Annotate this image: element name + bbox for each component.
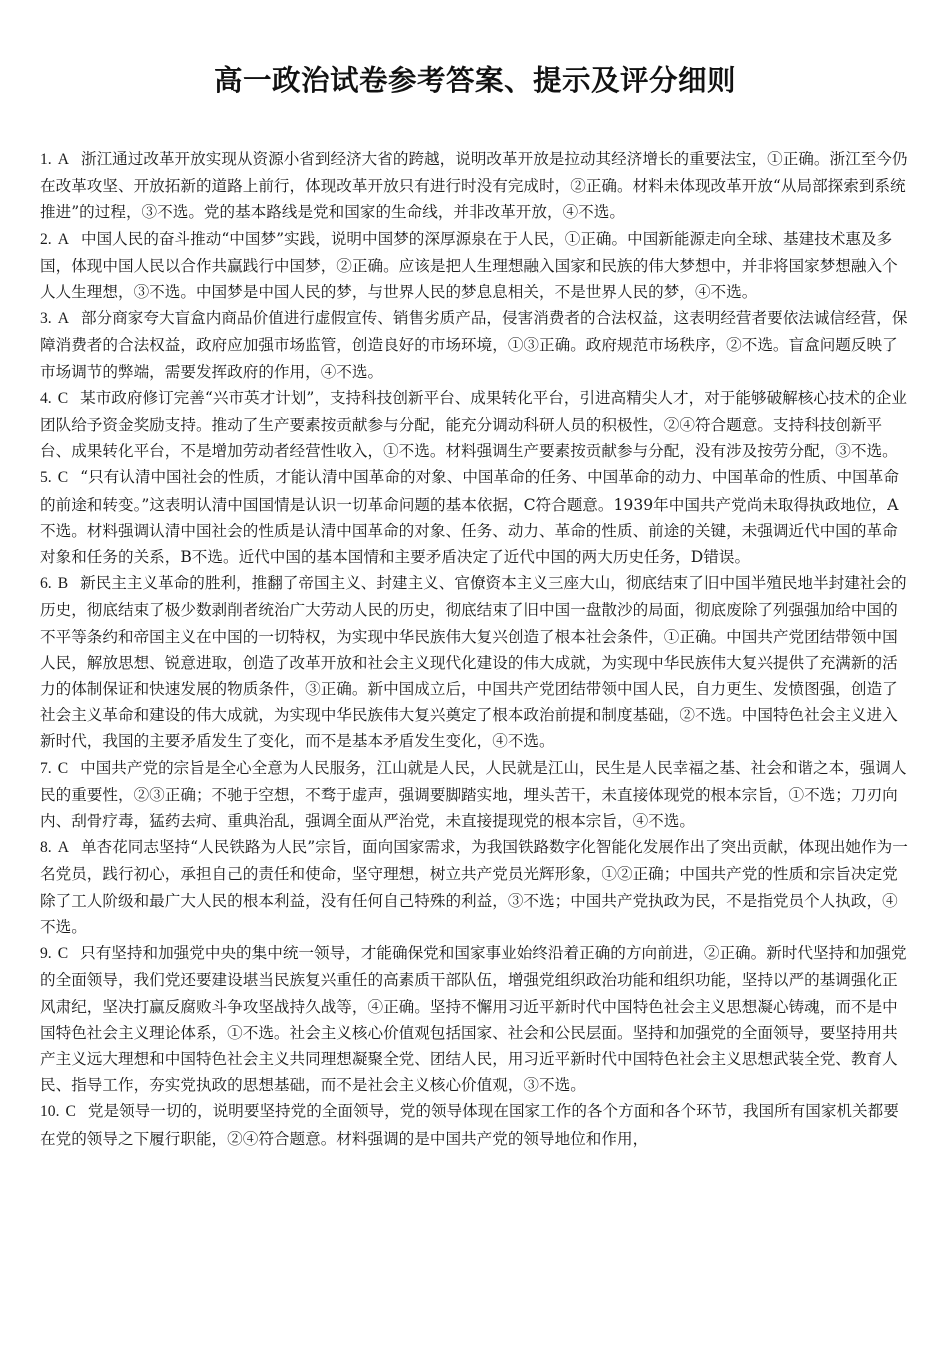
question-number: 4.	[40, 389, 52, 407]
answer-list	[40, 146, 912, 1152]
answer-explanation: 中国人民的奋斗推动“中国梦”实践，说明中国梦的深厚源泉在于人民，①正确。中国新能源走向全球、基建技术惠及多国，体现中国人民以合作共赢践行中国梦，②正确。应该是把人生理想融入国家和民族的伟大梦想中，并非将国家梦想融入个人人生理想，③不选。中国梦是中国人民的梦，与世界人民的梦息息相关，不是世界人民的梦，④不选。	[40, 229, 898, 302]
answer-explanation: 中国共产党的宗旨是全心全意为人民服务，江山就是人民，人民就是江山，民生是人民幸福之基、社会和谐之本，强调人民的重要性，②③正确；不驰于空想，不骛于虚声，强调要脚踏实地，埋头苦干，未直接体现党的根本宗旨，①不选；刀刃向内、刮骨疗毒，猛药去疴、重典治乱，强调全面从严治党，未直接提现党的根本宗旨，④不选。	[40, 758, 907, 831]
answer-item-10	[40, 1098, 912, 1151]
answer-letter: A	[57, 151, 69, 168]
answer-item-8	[40, 834, 912, 940]
question-number: 3.	[40, 310, 52, 328]
answer-item-1	[40, 146, 912, 226]
answer-item-6	[40, 570, 912, 754]
answer-letter: A	[57, 310, 69, 328]
answer-explanation: 单杏花同志坚持“人民铁路为人民”宗旨，面向国家需求，为我国铁路数字化智能化发展作出了突出贡献，体现出她作为一名党员，践行初心，承担自己的责任和使命，坚守理想，树立共产党员光辉形象，①②正确；中国共产党的性质和宗旨决定党除了工人阶级和最广大人民的根本利益，没有任何自己特殊的利益，③不选；中国共产党执政为民，不是指党员个人执政，④不选。	[40, 838, 908, 936]
question-number: 2.	[40, 230, 52, 248]
answer-item-9	[40, 940, 912, 1098]
answer-item-3	[40, 305, 912, 385]
answer-letter: C	[57, 389, 69, 407]
question-number: 10.	[40, 1103, 60, 1121]
answer-explanation: 浙江通过改革开放实现从资源小省到经济大省的跨越，说明改革开放是拉动其经济增长的重要法宝，①正确。浙江至今仍在改革攻坚、开放拓新的道路上前行，体现改革开放只有进行时没有完成时，②正确。材料未体现改革开放“从局部探索到系统推进”的过程，③不选。党的基本路线是党和国家的生命线，并非改革开放，④不选。	[40, 150, 908, 222]
page-title: 高一政治试卷参考答案、提示及评分细则	[213, 64, 736, 97]
answer-explanation: 某市政府修订完善“兴市英才计划”，支持科技创新平台、成果转化平台，引进高精尖人才，对于能够破解核心技术的企业团队给予资金奖励支持。推动了生产要素按贡献参与分配，能充分调动科研人员的积极性，②④符合题意。支持科技创新平台、成果转化平台，不是增加劳动者经营性收入，①不选。材料强调生产要素按贡献参与分配，没有涉及按劳分配，③不选。	[40, 388, 907, 461]
answer-letter: C	[57, 945, 69, 963]
answer-letter: C	[57, 759, 69, 777]
answer-letter: B	[57, 575, 69, 593]
answer-item-7	[40, 755, 912, 835]
answer-letter: A	[57, 230, 69, 248]
answer-letter: A	[57, 839, 69, 857]
answer-explanation: “只有认清中国社会的性质，才能认清中国革命的对象、中国革命的任务、中国革命的动力、中国革命的性质、中国革命的前途和转变。”这表明认清中国国情是认识一切革命问题的基本依据，C符合题意。1939年中国共产党尚未取得执政地位，A不选。材料强调认清中国社会的性质是认清中国革命的对象、任务、动力、革命的性质、前途的关键，未强调近代中国的革命对象和任务的关系，B不选。近代中国的基本国情和主要矛盾决定了近代中国的两大历史任务，D错误。	[40, 468, 899, 567]
answer-item-2	[40, 226, 912, 306]
question-number: 6.	[40, 575, 52, 593]
answer-explanation: 只有坚持和加强党中央的集中统一领导，才能确保党和国家事业始终沿着正确的方向前进，②正确。新时代坚持和加强党的全面领导，我们党还要建设堪当民族复兴重任的高素质干部队伍，增强党组织政治功能和组织功能，坚持以严的基调强化正风肃纪，坚决打赢反腐败斗争攻坚战持久战等，④正确。坚持不懈用习近平新时代中国特色社会主义思想凝心铸魂，而不是中国特色社会主义理论体系，①不选。社会主义核心价值观包括国家、社会和公民层面。坚持和加强党的全面领导，要坚持用共产主义远大理想和中国特色社会主义共同理想凝聚全党、团结人民，用习近平新时代中国特色社会主义思想武装全党、教育人民、指导工作，夯实党执政的思想基础，而不是社会主义核心价值观，③不选。	[40, 944, 907, 1095]
question-number: 5.	[40, 469, 52, 487]
question-number: 1.	[40, 151, 52, 168]
answer-item-5	[40, 464, 912, 570]
answer-letter: C	[57, 469, 69, 487]
question-number: 8.	[40, 839, 52, 857]
answer-letter: C	[65, 1103, 76, 1121]
answer-explanation: 党是领导一切的，说明要坚持党的全面领导，党的领导体现在国家工作的各个方面和各个环节，我国所有国家机关都要在党的领导之下履行职能，②④符合题意。材料强调的是中国共产党的领导地位和作用，	[40, 1102, 899, 1148]
answer-explanation: 部分商家夸大盲盒内商品价值进行虚假宣传、销售劣质产品，侵害消费者的合法权益，这表明经营者要依法诚信经营，保障消费者的合法权益，政府应加强市场监管，创造良好的市场环境，①③正确。政府规范市场秩序，②不选。盲盒问题反映了市场调节的弊端，需要发挥政府的作用，④不选。	[40, 309, 908, 381]
question-number: 9.	[40, 945, 52, 963]
answer-explanation: 新民主主义革命的胜利，推翻了帝国主义、封建主义、官僚资本主义三座大山，彻底结束了旧中国半殖民地半封建社会的历史，彻底结束了极少数剥削者统治广大劳动人民的历史，彻底结束了旧中国一盘散沙的局面，彻底废除了列强强加给中国的不平等条约和帝国主义在中国的一切特权，为实现中华民族伟大复兴创造了根本社会条件，①正确。中国共产党团结带领中国人民，解放思想、锐意进取，创造了改革开放和社会主义现代化建设的伟大成就，为实现中华民族伟大复兴提供了充满新的活力的体制保证和快速发展的物质条件，③正确。新中国成立后，中国共产党团结带领中国人民，自力更生、发愤图强，创造了社会主义革命和建设的伟大成就，为实现中华民族伟大复兴奠定了根本政治前提和制度基础，②不选。中国特色社会主义进入新时代，我国的主要矛盾发生了变化，而不是基本矛盾发生变化，④不选。	[40, 574, 907, 751]
question-number: 7.	[40, 759, 52, 777]
answer-item-4	[40, 385, 912, 465]
